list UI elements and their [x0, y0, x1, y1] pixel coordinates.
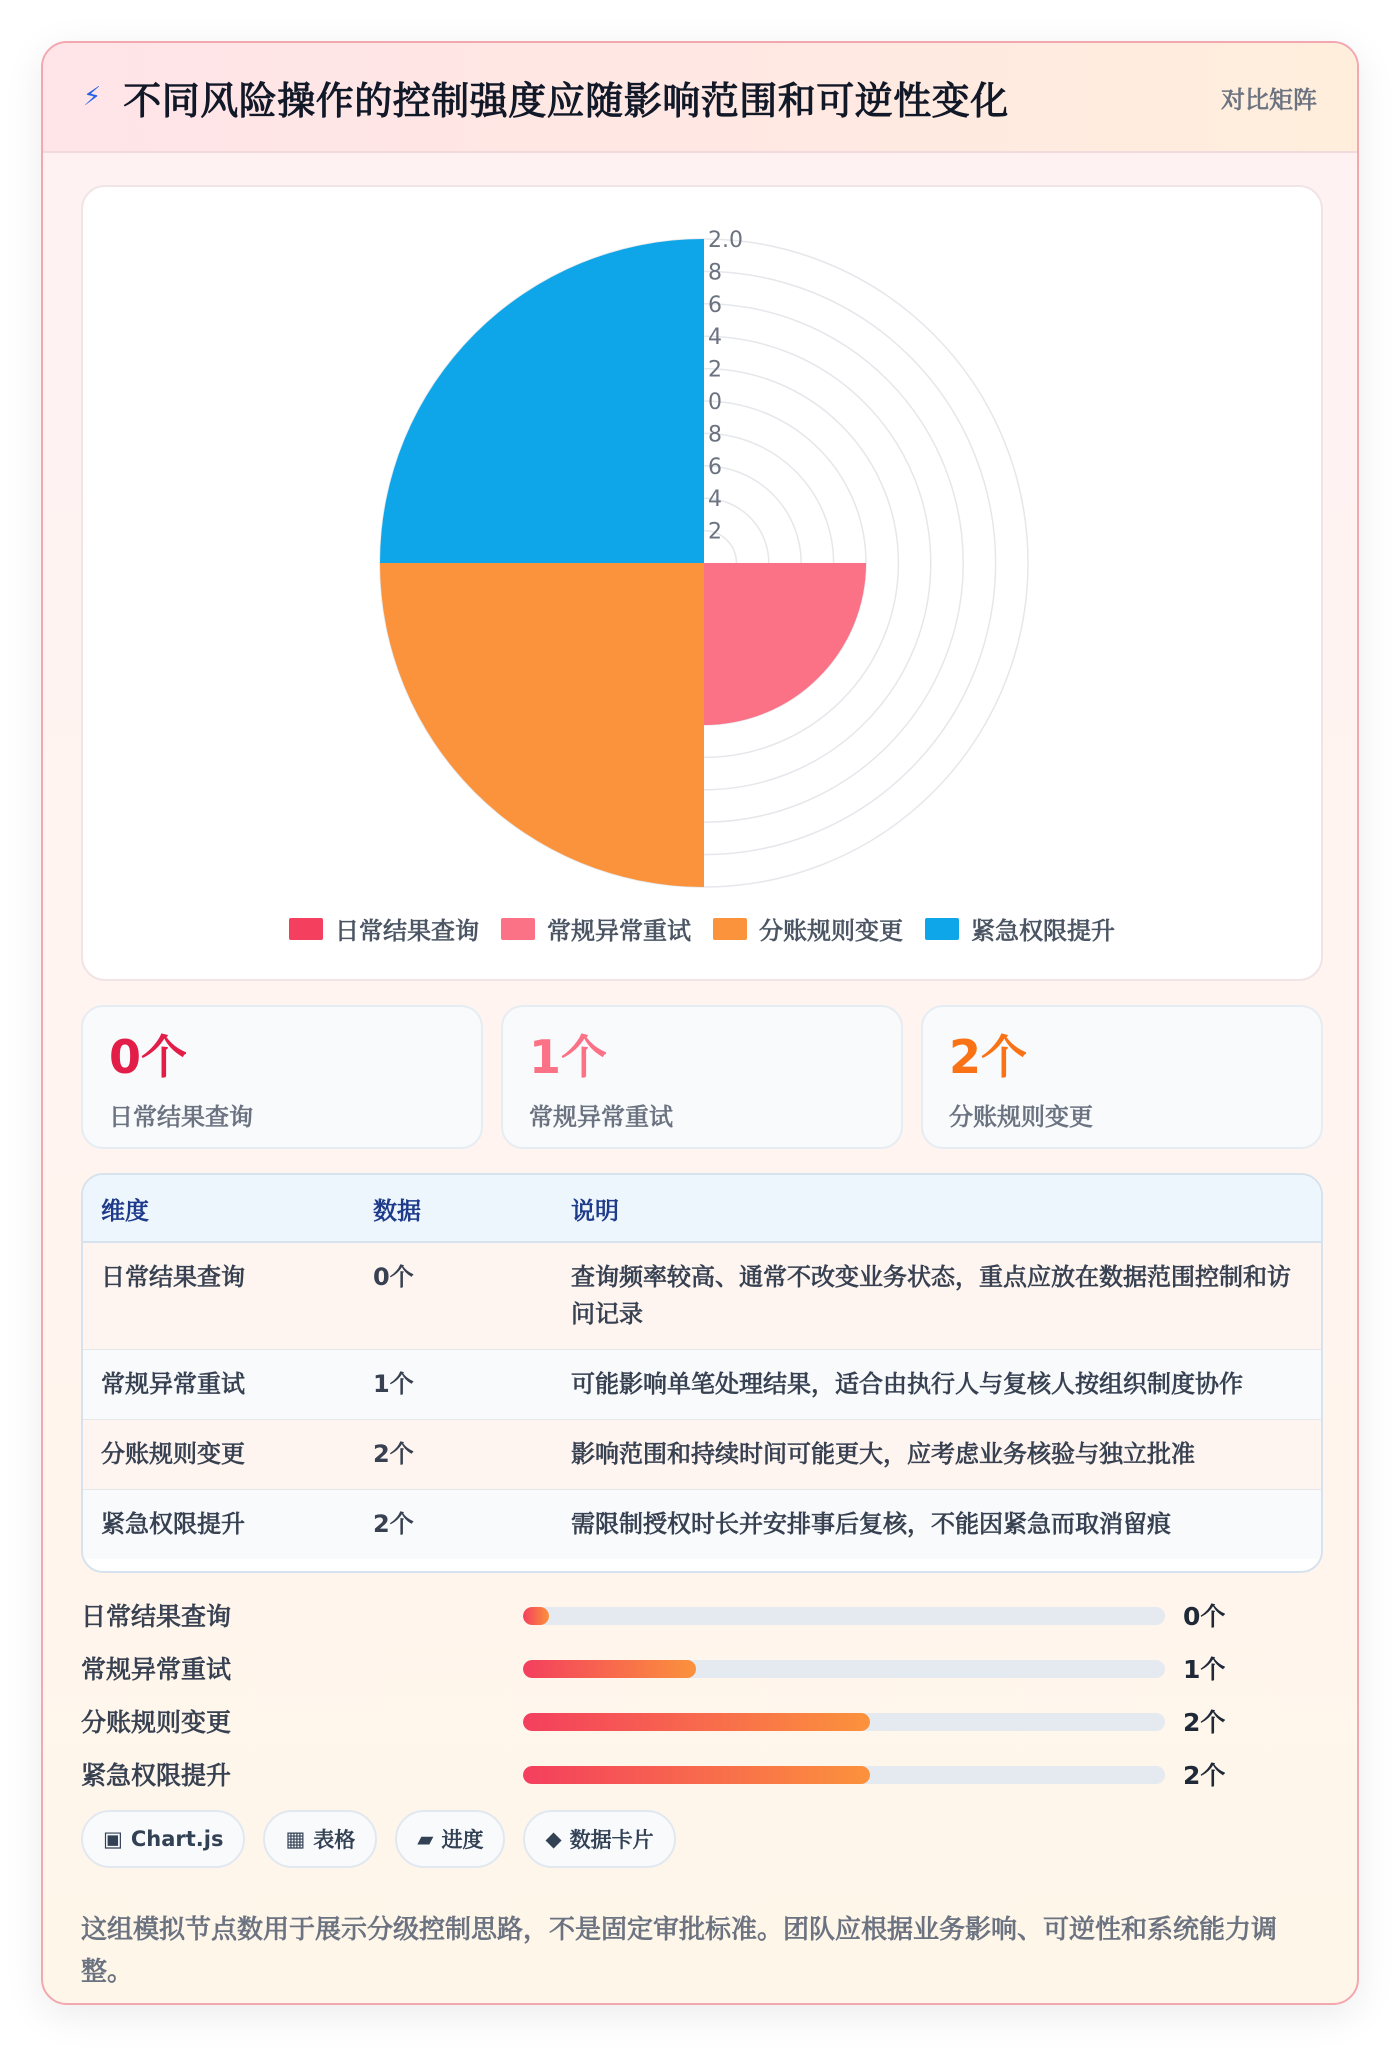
card-header [43, 43, 1357, 153]
progress-value: 1个 [1183, 1655, 1226, 1684]
legend-item[interactable] [925, 911, 1115, 946]
chart-legend [83, 911, 1321, 946]
progress-label: 常规异常重试 [81, 1655, 232, 1684]
chip-table[interactable] [263, 1810, 377, 1868]
progress-value: 0个 [1183, 1602, 1226, 1631]
column-header-desc: 说明 [553, 1175, 1321, 1242]
progress-label: 紧急权限提升 [81, 1761, 232, 1790]
progress-row [81, 1697, 1323, 1750]
progress-row [81, 1644, 1323, 1697]
progress-list [81, 1591, 1323, 1803]
card-icon: ◆ [545, 1827, 562, 1851]
r-tick-label: 2 [708, 519, 722, 545]
progress-fill [523, 1660, 696, 1678]
table-row [83, 1490, 1321, 1560]
cell-desc: 查询频率较高、通常不改变业务状态，重点应放在数据范围控制和访问记录 [553, 1242, 1321, 1350]
progress-track [523, 1766, 1165, 1784]
chip-data-card[interactable] [523, 1810, 675, 1868]
legend-item[interactable] [289, 911, 479, 946]
comparison-card [41, 41, 1359, 2005]
chip-chartjs[interactable] [81, 1810, 245, 1868]
legend-swatch [289, 918, 323, 940]
r-tick-label: 8 [708, 260, 722, 286]
legend-item[interactable] [501, 911, 691, 946]
cell-data: 1个 [355, 1350, 553, 1420]
table-icon: ▦ [285, 1827, 306, 1851]
chip-progress[interactable] [395, 1810, 505, 1868]
column-header-data: 数据 [355, 1175, 553, 1242]
table-header-row [83, 1175, 1321, 1242]
progress-icon: ▰ [417, 1827, 434, 1851]
r-tick-label: 4 [708, 487, 722, 513]
polar-area-chart[interactable] [83, 187, 1325, 897]
chip-label: 表格 [313, 1828, 356, 1852]
page-title: 不同风险操作的控制强度应随影响范围和可逆性变化 [123, 78, 1009, 123]
stat-label: 日常结果查询 [109, 1103, 253, 1131]
cell-dimension: 日常结果查询 [83, 1242, 355, 1350]
cell-dimension: 分账规则变更 [83, 1420, 355, 1490]
cell-data: 2个 [355, 1490, 553, 1560]
progress-value: 2个 [1183, 1761, 1226, 1790]
chart-icon: ▣ [103, 1827, 123, 1851]
chip-label: Chart.js [130, 1827, 224, 1851]
stat-value: 0个 [109, 1030, 188, 1084]
polar-chart-panel [81, 185, 1323, 981]
legend-swatch [501, 918, 535, 940]
stat-label: 分账规则变更 [949, 1103, 1093, 1131]
cell-desc: 需限制授权时长并安排事后复核，不能因紧急而取消留痕 [553, 1490, 1321, 1560]
column-header-dimension: 维度 [83, 1175, 355, 1242]
progress-row [81, 1750, 1323, 1803]
r-tick-label: 0 [708, 390, 722, 415]
progress-label: 分账规则变更 [81, 1708, 232, 1737]
stat-card-daily [81, 1005, 483, 1149]
chip-label: 进度 [441, 1828, 484, 1852]
polar-segment-4 [380, 239, 704, 563]
stat-cards [81, 1005, 1323, 1149]
table-row [83, 1350, 1321, 1420]
cell-desc: 可能影响单笔处理结果，适合由执行人与复核人按组织制度协作 [553, 1350, 1321, 1420]
chip-label: 数据卡片 [569, 1828, 654, 1852]
progress-label: 日常结果查询 [81, 1602, 232, 1631]
table-row [83, 1420, 1321, 1490]
cell-dimension: 紧急权限提升 [83, 1490, 355, 1560]
polar-segment-3 [380, 563, 704, 887]
progress-row [81, 1591, 1323, 1644]
cell-dimension: 常规异常重试 [83, 1350, 355, 1420]
cell-data: 2个 [355, 1420, 553, 1490]
legend-label: 日常结果查询 [335, 917, 479, 945]
stat-card-retry [501, 1005, 903, 1149]
legend-swatch [713, 918, 747, 940]
tag-chips [81, 1810, 676, 1868]
progress-value: 2个 [1183, 1708, 1226, 1737]
legend-label: 常规异常重试 [547, 917, 691, 945]
r-tick-label: 2.0 [708, 228, 743, 253]
table-row [83, 1242, 1321, 1350]
stat-label: 常规异常重试 [529, 1103, 673, 1131]
footnote: 这组模拟节点数用于展示分级控制思路，不是固定审批标准。团队应根据业务影响、可逆性和系统能力调整。 [81, 1915, 1278, 1987]
data-table [81, 1173, 1323, 1573]
stat-value: 2个 [949, 1030, 1028, 1084]
legend-label: 紧急权限提升 [971, 917, 1115, 945]
legend-label: 分账规则变更 [759, 917, 903, 945]
header-subtitle: 对比矩阵 [1221, 85, 1317, 114]
progress-track [523, 1660, 1165, 1678]
r-tick-label: 8 [708, 422, 722, 448]
r-tick-label: 6 [708, 454, 722, 480]
r-tick-label: 2 [708, 357, 722, 383]
stat-card-change [921, 1005, 1323, 1149]
r-tick-label: 4 [708, 325, 722, 351]
progress-fill [523, 1766, 870, 1784]
r-tick-label: 6 [708, 292, 722, 318]
legend-swatch [925, 918, 959, 940]
progress-fill [523, 1607, 549, 1625]
progress-track [523, 1607, 1165, 1625]
progress-fill [523, 1713, 870, 1731]
stat-value: 1个 [529, 1030, 608, 1084]
progress-track [523, 1713, 1165, 1731]
cell-desc: 影响范围和持续时间可能更大，应考虑业务核验与独立批准 [553, 1420, 1321, 1490]
lightning-icon: ⚡ [83, 82, 102, 112]
legend-item[interactable] [713, 911, 903, 946]
cell-data: 0个 [355, 1242, 553, 1350]
